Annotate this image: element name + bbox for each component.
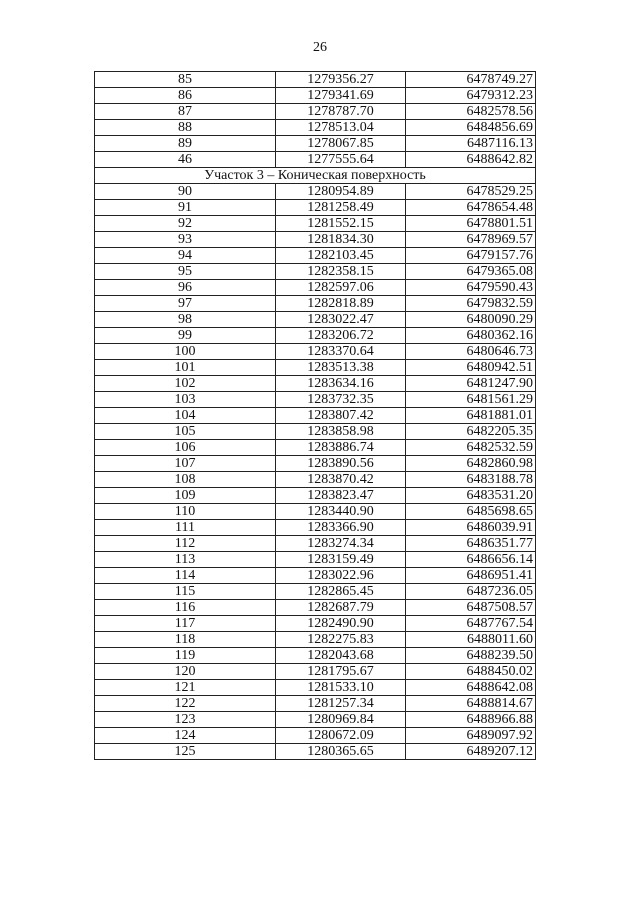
y-coordinate-cell: 6482532.59 [406,440,536,456]
point-number-cell: 125 [95,744,276,760]
point-number-cell: 96 [95,280,276,296]
x-coordinate-cell: 1277555.64 [276,152,406,168]
point-number-cell: 116 [95,600,276,616]
y-coordinate-cell: 6486351.77 [406,536,536,552]
y-coordinate-cell: 6486039.91 [406,520,536,536]
x-coordinate-cell: 1278787.70 [276,104,406,120]
y-coordinate-cell: 6487767.54 [406,616,536,632]
section-title: Участок 3 – Коническая поверхность [95,168,536,184]
point-number-cell: 89 [95,136,276,152]
x-coordinate-cell: 1283870.42 [276,472,406,488]
point-number-cell: 86 [95,88,276,104]
point-number-cell: 92 [95,216,276,232]
table-row [95,136,536,152]
y-coordinate-cell: 6481561.29 [406,392,536,408]
table-row [95,328,536,344]
y-coordinate-cell: 6483188.78 [406,472,536,488]
point-number-cell: 88 [95,120,276,136]
table-row [95,232,536,248]
y-coordinate-cell: 6479312.23 [406,88,536,104]
point-number-cell: 120 [95,664,276,680]
point-number-cell: 99 [95,328,276,344]
table-row [95,696,536,712]
table-row [95,72,536,88]
y-coordinate-cell: 6481881.01 [406,408,536,424]
x-coordinate-cell: 1282687.79 [276,600,406,616]
point-number-cell: 115 [95,584,276,600]
y-coordinate-cell: 6489207.12 [406,744,536,760]
table-row [95,360,536,376]
x-coordinate-cell: 1279356.27 [276,72,406,88]
table-row [95,376,536,392]
x-coordinate-cell: 1283634.16 [276,376,406,392]
point-number-cell: 104 [95,408,276,424]
y-coordinate-cell: 6479157.76 [406,248,536,264]
table-row [95,248,536,264]
y-coordinate-cell: 6489097.92 [406,728,536,744]
x-coordinate-cell: 1283440.90 [276,504,406,520]
y-coordinate-cell: 6484856.69 [406,120,536,136]
point-number-cell: 113 [95,552,276,568]
point-number-cell: 94 [95,248,276,264]
y-coordinate-cell: 6488642.08 [406,680,536,696]
point-number-cell: 106 [95,440,276,456]
x-coordinate-cell: 1280672.09 [276,728,406,744]
y-coordinate-cell: 6478969.57 [406,232,536,248]
table-row [95,648,536,664]
x-coordinate-cell: 1282865.45 [276,584,406,600]
point-number-cell: 114 [95,568,276,584]
y-coordinate-cell: 6487508.57 [406,600,536,616]
x-coordinate-cell: 1283022.96 [276,568,406,584]
table-row [95,216,536,232]
x-coordinate-cell: 1283886.74 [276,440,406,456]
x-coordinate-cell: 1283732.35 [276,392,406,408]
y-coordinate-cell: 6480942.51 [406,360,536,376]
x-coordinate-cell: 1282597.06 [276,280,406,296]
point-number-cell: 105 [95,424,276,440]
x-coordinate-cell: 1283858.98 [276,424,406,440]
table-row [95,152,536,168]
table-row [95,680,536,696]
table-row [95,488,536,504]
point-number-cell: 102 [95,376,276,392]
point-number-cell: 121 [95,680,276,696]
y-coordinate-cell: 6478749.27 [406,72,536,88]
x-coordinate-cell: 1279341.69 [276,88,406,104]
y-coordinate-cell: 6479590.43 [406,280,536,296]
table-row [95,616,536,632]
table-row [95,744,536,760]
point-number-cell: 109 [95,488,276,504]
y-coordinate-cell: 6488814.67 [406,696,536,712]
table-row [95,264,536,280]
table-row [95,536,536,552]
x-coordinate-cell: 1282043.68 [276,648,406,664]
x-coordinate-cell: 1283274.34 [276,536,406,552]
y-coordinate-cell: 6479832.59 [406,296,536,312]
table-row [95,88,536,104]
x-coordinate-cell: 1283370.64 [276,344,406,360]
point-number-cell: 117 [95,616,276,632]
table-row [95,520,536,536]
table-row [95,632,536,648]
point-number-cell: 90 [95,184,276,200]
x-coordinate-cell: 1283159.49 [276,552,406,568]
x-coordinate-cell: 1283206.72 [276,328,406,344]
y-coordinate-cell: 6478801.51 [406,216,536,232]
table-row [95,392,536,408]
y-coordinate-cell: 6482205.35 [406,424,536,440]
x-coordinate-cell: 1283366.90 [276,520,406,536]
point-number-cell: 98 [95,312,276,328]
x-coordinate-cell: 1281834.30 [276,232,406,248]
y-coordinate-cell: 6482578.56 [406,104,536,120]
y-coordinate-cell: 6485698.65 [406,504,536,520]
x-coordinate-cell: 1283807.42 [276,408,406,424]
point-number-cell: 103 [95,392,276,408]
point-number-cell: 112 [95,536,276,552]
point-number-cell: 100 [95,344,276,360]
x-coordinate-cell: 1278513.04 [276,120,406,136]
table-row [95,712,536,728]
table-row [95,568,536,584]
point-number-cell: 46 [95,152,276,168]
table-row [95,504,536,520]
table-row [95,472,536,488]
x-coordinate-cell: 1282490.90 [276,616,406,632]
point-number-cell: 118 [95,632,276,648]
table-row [95,184,536,200]
point-number-cell: 119 [95,648,276,664]
table-row [95,424,536,440]
y-coordinate-cell: 6481247.90 [406,376,536,392]
x-coordinate-cell: 1281533.10 [276,680,406,696]
y-coordinate-cell: 6478529.25 [406,184,536,200]
point-number-cell: 107 [95,456,276,472]
y-coordinate-cell: 6482860.98 [406,456,536,472]
point-number-cell: 108 [95,472,276,488]
y-coordinate-cell: 6486951.41 [406,568,536,584]
y-coordinate-cell: 6487236.05 [406,584,536,600]
y-coordinate-cell: 6486656.14 [406,552,536,568]
x-coordinate-cell: 1281257.34 [276,696,406,712]
point-number-cell: 91 [95,200,276,216]
x-coordinate-cell: 1282818.89 [276,296,406,312]
point-number-cell: 101 [95,360,276,376]
table-row [95,296,536,312]
table-row [95,456,536,472]
table-row [95,104,536,120]
point-number-cell: 124 [95,728,276,744]
table-row [95,312,536,328]
y-coordinate-cell: 6487116.13 [406,136,536,152]
x-coordinate-cell: 1280365.65 [276,744,406,760]
y-coordinate-cell: 6480646.73 [406,344,536,360]
y-coordinate-cell: 6488642.82 [406,152,536,168]
x-coordinate-cell: 1281795.67 [276,664,406,680]
y-coordinate-cell: 6488966.88 [406,712,536,728]
point-number-cell: 123 [95,712,276,728]
x-coordinate-cell: 1281258.49 [276,200,406,216]
table-row [95,200,536,216]
table-row [95,408,536,424]
point-number-cell: 93 [95,232,276,248]
table-row [95,584,536,600]
point-number-cell: 97 [95,296,276,312]
y-coordinate-cell: 6488450.02 [406,664,536,680]
table-row [95,728,536,744]
x-coordinate-cell: 1280954.89 [276,184,406,200]
y-coordinate-cell: 6488011.60 [406,632,536,648]
x-coordinate-cell: 1283022.47 [276,312,406,328]
point-number-cell: 122 [95,696,276,712]
x-coordinate-cell: 1281552.15 [276,216,406,232]
y-coordinate-cell: 6480090.29 [406,312,536,328]
x-coordinate-cell: 1282358.15 [276,264,406,280]
point-number-cell: 110 [95,504,276,520]
table-row [95,600,536,616]
coordinates-table [94,71,536,760]
y-coordinate-cell: 6478654.48 [406,200,536,216]
section-row [95,168,536,184]
x-coordinate-cell: 1278067.85 [276,136,406,152]
table-row [95,664,536,680]
x-coordinate-cell: 1283823.47 [276,488,406,504]
point-number-cell: 85 [95,72,276,88]
x-coordinate-cell: 1283890.56 [276,456,406,472]
table-row [95,440,536,456]
table-row [95,280,536,296]
point-number-cell: 111 [95,520,276,536]
point-number-cell: 87 [95,104,276,120]
coordinates-table-body [95,72,536,760]
x-coordinate-cell: 1283513.38 [276,360,406,376]
table-row [95,344,536,360]
table-row [95,552,536,568]
x-coordinate-cell: 1282103.45 [276,248,406,264]
y-coordinate-cell: 6483531.20 [406,488,536,504]
point-number-cell: 95 [95,264,276,280]
table-row [95,120,536,136]
x-coordinate-cell: 1282275.83 [276,632,406,648]
x-coordinate-cell: 1280969.84 [276,712,406,728]
y-coordinate-cell: 6488239.50 [406,648,536,664]
page-number: 26 [313,40,327,55]
y-coordinate-cell: 6479365.08 [406,264,536,280]
y-coordinate-cell: 6480362.16 [406,328,536,344]
